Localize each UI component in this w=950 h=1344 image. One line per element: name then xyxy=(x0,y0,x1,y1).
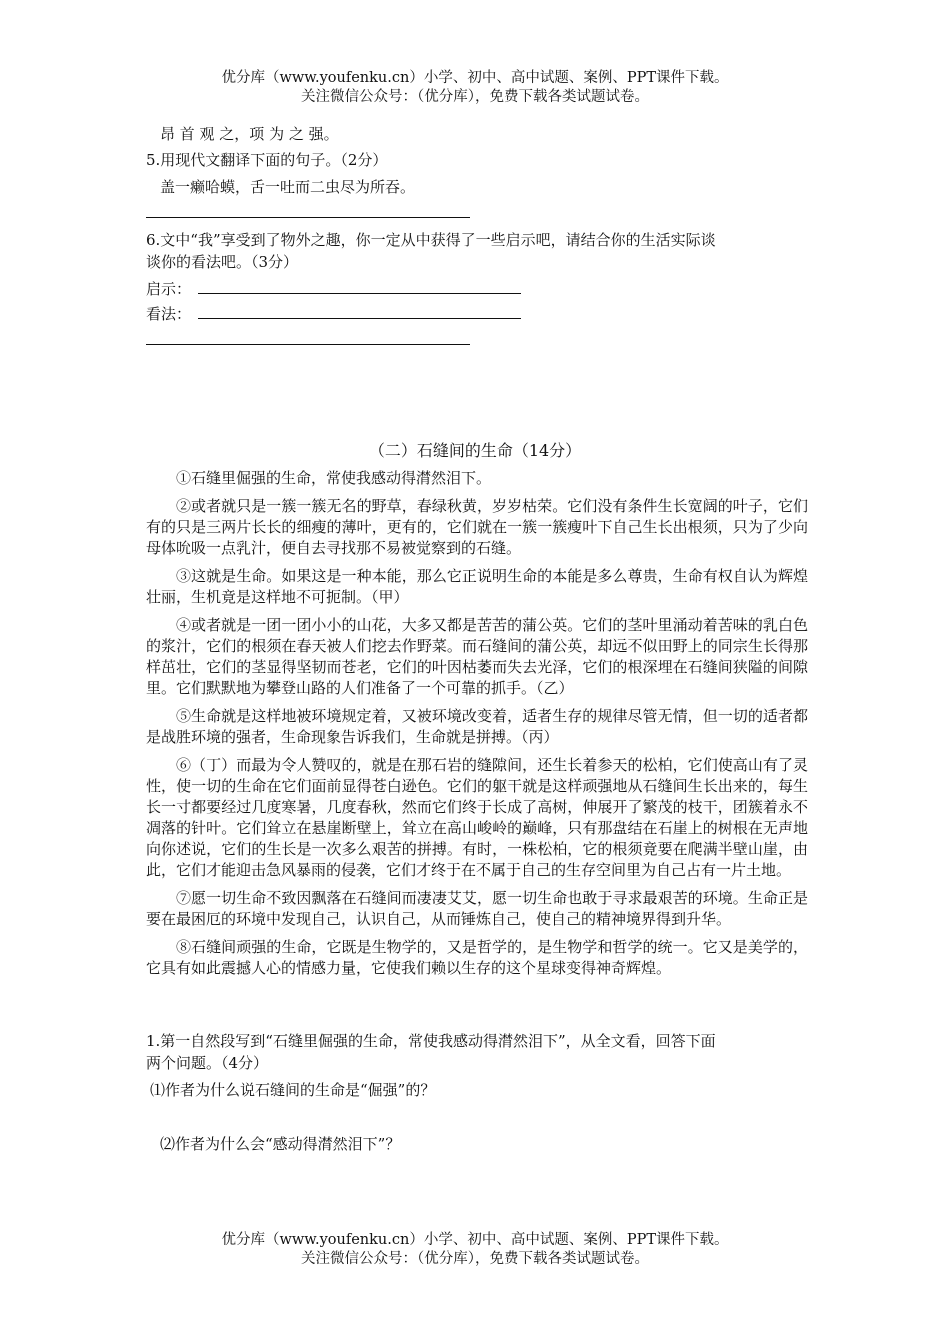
question-1-line-1: 1.第一自然段写到“石缝里倔强的生命，常使我感动得潸然泪下”，从全文看，回答下面 xyxy=(146,1032,716,1050)
answer-line-kanfa xyxy=(198,318,521,319)
paragraph-4: ④或者就是一团一团小小的山花，大多又都是苦苦的蒲公英。它们的茎叶里涌动着苦味的乳白色的浆汁，它们的根须在春天被人们挖去作野菜。而石缝间的蒲公英，却远不似田野上的同宗生长得那样茁壮，它们的茎显得坚韧而苍老，它们的叶因枯萎而失去光泽，它们的根深埋在石缝间狭隘的间隙里。它们默默地为攀登山路的人们准备了一个可靠的抓手。（乙） xyxy=(146,616,808,697)
label-qishi: 启示： xyxy=(146,280,192,298)
section-title: （二）石缝间的生命（14分） xyxy=(368,441,582,460)
header-line-2: 关注微信公众号：（优分库），免费下载各类试题试卷。 xyxy=(301,89,649,105)
paragraph-7: ⑦愿一切生命不致因飘落在石缝间而凄凄艾艾，愿一切生命也敢于寻求最艰苦的环境。生命正是要在最困厄的环境中发现自己，认识自己，从而锤炼自己，使自己的精神境界得到升华。 xyxy=(146,889,808,928)
paragraph-1: ①石缝里倔强的生命，常使我感动得潸然泪下。 xyxy=(176,469,492,487)
question-6-line-2: 谈你的看法吧。（3分） xyxy=(146,253,299,271)
paragraph-3: ③这就是生命。如果这是一种本能，那么它正说明生命的本能是多么尊贵，生命有权自认为辉煌壮丽，生机竟是这样地不可扼制。（甲） xyxy=(146,567,808,606)
label-kanfa: 看法： xyxy=(146,305,192,323)
paragraph-5: ⑤生命就是这样地被环境规定着，又被环境改变着，适者生存的规律尽管无情，但一切的适者都是战胜环境的强者，生命现象告诉我们，生命就是拼搏。（丙） xyxy=(146,707,808,746)
answer-line-qishi xyxy=(198,293,521,294)
question-5: 5.用现代文翻译下面的句子。（2分） xyxy=(146,151,388,169)
question-6-line-1: 6.文中“我”享受到了物外之趣，你一定从中获得了一些启示吧，请结合你的生活实际谈 xyxy=(146,231,716,249)
article-body xyxy=(146,468,808,979)
question-1-sub-1: ⑴作者为什么说石缝间的生命是“倔强”的？ xyxy=(150,1081,436,1099)
question-1-sub-2: ⑵作者为什么会“感动得潸然泪下”？ xyxy=(160,1135,401,1153)
footer-line-1: 优分库（www.youfenku.cn）小学、初中、高中试题、案例、PPT课件下载。 xyxy=(221,1232,729,1248)
footer-line-2: 关注微信公众号：（优分库），免费下载各类试题试卷。 xyxy=(301,1251,649,1267)
question-5-sentence: 盖一癞哈蟆，舌一吐而二虫尽为所吞。 xyxy=(160,178,416,196)
poem-fragment: 昂 首 观 之，项 为 之 强。 xyxy=(160,125,339,143)
paragraph-6: ⑥（丁）而最为令人赞叹的，就是在那石岩的缝隙间，还生长着参天的松柏，它们使高山有了灵性，使一切的生命在它们面前显得苍白逊色。它们的躯干就是这样顽强地从石缝间生长出来的，每生长一寸都要经过几度寒暑，几度春秋，然而它们终于长成了高树，伸展开了繁茂的枝干，团簇着永不凋落的针叶。它们耸立在悬崖断壁上，耸立在高山峻岭的巅峰，只有那盘结在石崖上的树根在无声地向你述说，它们的生长是一次多么艰苦的拼搏。有时，一株松柏，它的根须竟要在爬满半壁山崖，由此，它们才能迎击急风暴雨的侵袭，它们才终于在不属于自己的生存空间里为自己占有一片土地。 xyxy=(146,756,808,879)
answer-line-extra xyxy=(146,344,470,345)
paragraph-2: ②或者就只是一簇一簇无名的野草，春绿秋黄，岁岁枯荣。它们没有条件生长宽阔的叶子，它们有的只是三两片长长的细瘦的薄叶，更有的，它们就在一簇一簇瘦叶下自己生长出根须，只为了少向母体吮吸一点乳汁，便自去寻找那不易被觉察到的石缝。 xyxy=(146,497,808,557)
header-line-1: 优分库（www.youfenku.cn）小学、初中、高中试题、案例、PPT课件下载。 xyxy=(221,70,729,86)
answer-line-q5 xyxy=(146,217,470,218)
question-1-line-2: 两个问题。（4分） xyxy=(146,1054,269,1072)
paragraph-8: ⑧石缝间顽强的生命，它既是生物学的，又是哲学的，是生物学和哲学的统一。它又是美学的，它具有如此震撼人心的情感力量，它使我们赖以生存的这个星球变得神奇辉煌。 xyxy=(146,938,808,977)
